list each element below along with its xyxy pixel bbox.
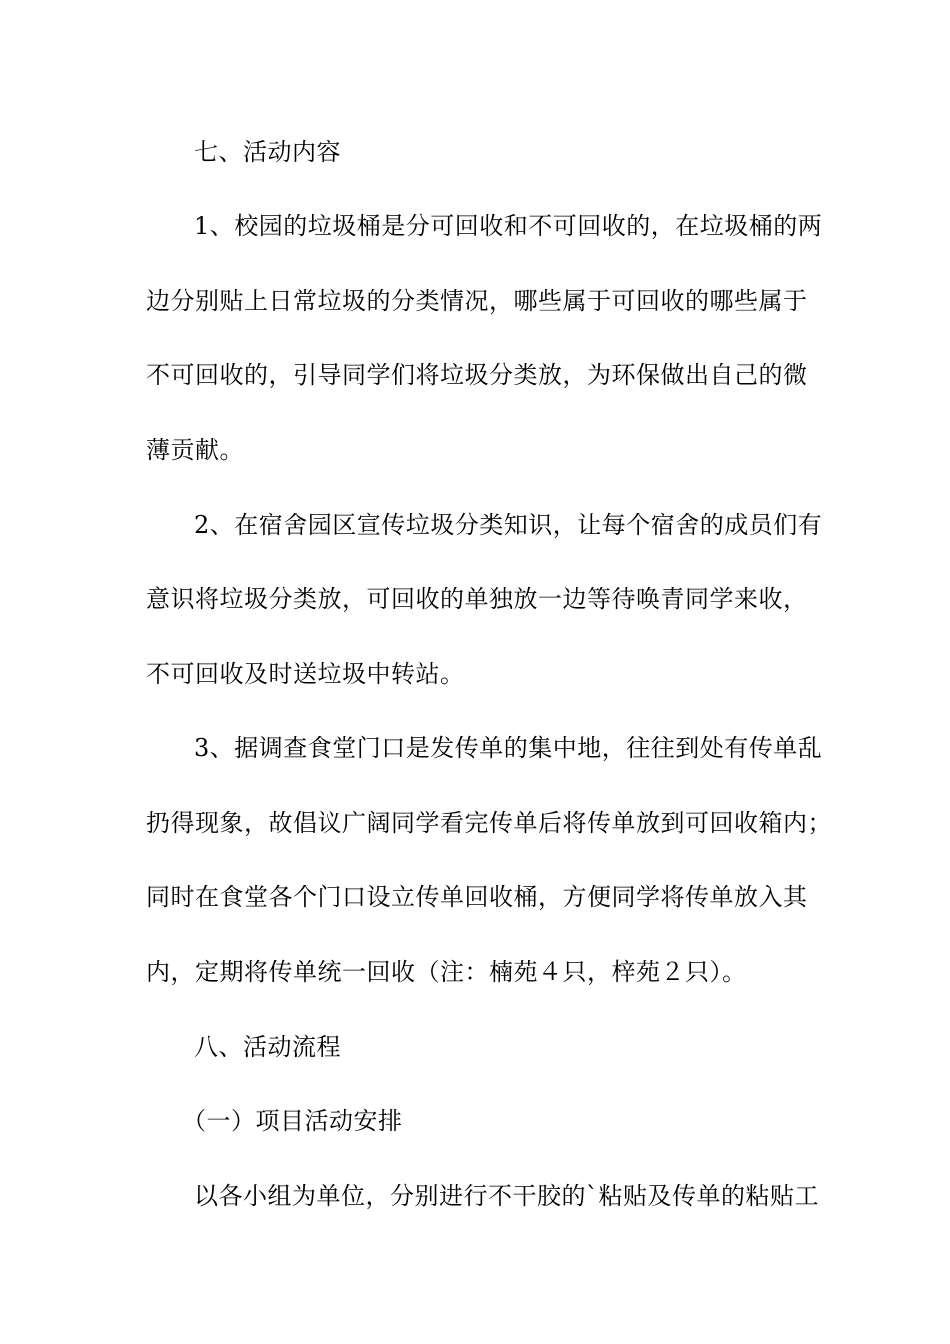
paragraph-line: 以各小组为单位，分别进行不干胶的`粘贴及传单的粘贴工 (194, 1182, 819, 1210)
paragraph-line: 不可回收的，引导同学们将垃圾分类放，为环保做出自己的微 (146, 361, 808, 389)
section-heading-activity-flow: 八、活动流程 (194, 1033, 341, 1061)
paragraph-line: 2、在宿舍园区宣传垃圾分类知识，让每个宿舍的成员们有 (194, 511, 823, 539)
section-heading-activity-content: 七、活动内容 (194, 138, 341, 166)
paragraph-line: 意识将垃圾分类放，可回收的单独放一边等待唤青同学来收， (146, 585, 808, 613)
paragraph-line: 边分别贴上日常垃圾的分类情况，哪些属于可回收的哪些属于 (146, 287, 808, 315)
paragraph-line: 同时在食堂各个门口设立传单回收桶，方便同学将传单放入其 (146, 883, 808, 911)
paragraph-line: 扔得现象，故倡议广阔同学看完传单后将传单放到可回收箱内； (146, 809, 832, 837)
paragraph-line: 不可回收及时送垃圾中转站。 (146, 660, 465, 688)
paragraph-line: 内，定期将传单统一回收（注：楠苑４只，梓苑２只）。 (146, 958, 747, 986)
paragraph-line: 3、据调查食堂门口是发传单的集中地，往往到处有传单乱 (194, 734, 823, 762)
paragraph-line: 1、校园的垃圾桶是分可回收和不可回收的，在垃圾桶的两 (194, 212, 823, 240)
subsection-heading: （一）项目活动安排 (182, 1107, 403, 1135)
paragraph-line: 薄贡献。 (146, 436, 244, 464)
